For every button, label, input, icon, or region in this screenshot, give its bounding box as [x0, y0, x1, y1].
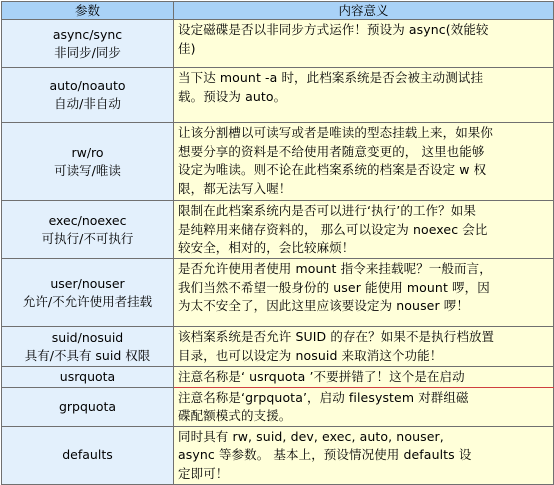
- param-text: usrquota: [59, 368, 116, 384]
- description-cell: 同时具有 rw, suid, dev, exec, auto, nouser, async 等参数。 基本上，预设情况使用 defaults 设 定即可！: [174, 426, 554, 484]
- description-cell: 注意名称是‘grpquota’，启动 filesystem 对群组磁 碟配额模式的支援。: [174, 387, 554, 426]
- param-cell: [2, 201, 174, 259]
- table-row: [2, 367, 554, 388]
- meaning-column-header: 内容意义: [174, 2, 554, 20]
- description-cell: 当下达 mount -a 时，此档案系统是否会被主动测试挂 载。预设为 auto。: [174, 68, 554, 123]
- param-text: defaults: [62, 447, 113, 462]
- table-row: [2, 20, 554, 68]
- table-row: [2, 68, 554, 123]
- table-header-row: [2, 2, 554, 20]
- table-row: [2, 426, 554, 484]
- description-cell: 限制在此档案系统内是否可以进行‘执行’的工作？如果 是纯粹用来储存资料的， 那么可以设定为 noexec 会比 较安全，相对的，会比较麻烦！: [174, 201, 554, 259]
- param-cell: [2, 387, 174, 426]
- table-row: [2, 123, 554, 201]
- param-cell: [2, 20, 174, 68]
- param-cell: [2, 68, 174, 123]
- param-cell: [2, 367, 174, 388]
- description-cell: 让该分割槽以可读写或者是唯读的型态挂载上来，如果你 想要分享的资料是不给使用者随意变更的， 这里也能够 设定为唯读。则不论在此档案系统的档案是否设定 w 权 限，都无法写入喔！: [174, 123, 554, 201]
- param-text: async/sync 非同步/同步: [52, 26, 123, 60]
- param-cell: [2, 259, 174, 327]
- table-row: [2, 201, 554, 259]
- table-row: [2, 259, 554, 327]
- param-column-header: 参数: [2, 2, 174, 20]
- param-text: user/nouser 允许/不允许使用者挂载: [22, 275, 153, 309]
- description-cell: 设定磁碟是否以非同步方式运作！预设为 async(效能较 佳): [174, 20, 554, 68]
- mount-options-table: [1, 1, 554, 485]
- param-text: suid/nosuid 具有/不具有 suid 权限: [24, 329, 151, 363]
- param-cell: [2, 123, 174, 201]
- param-text: auto/noauto 自动/非自动: [49, 78, 126, 111]
- description-cell: 注意名称是‘ usrquota ’不要拼错了！这个是在启动: [174, 367, 554, 388]
- table-row: [2, 387, 554, 426]
- param-text: grpquota: [58, 398, 117, 414]
- table-row: [2, 327, 554, 367]
- description-cell: 是否允许使用者使用 mount 指令来挂载呢？一般而言， 我们当然不希望一般身份的 user 能使用 mount 啰，因 为太不安全了，因此这里应该要设定为 nouser 啰！: [174, 259, 554, 327]
- param-text: exec/noexec 可执行/不可执行: [41, 212, 134, 246]
- description-cell: 该档案系统是否允许 SUID 的存在？如果不是执行档放置 目录，也可以设定为 nosuid 来取消这个功能！: [174, 327, 554, 367]
- param-cell: [2, 426, 174, 484]
- param-cell: [2, 327, 174, 367]
- param-text: rw/ro 可读写/唯读: [54, 144, 121, 178]
